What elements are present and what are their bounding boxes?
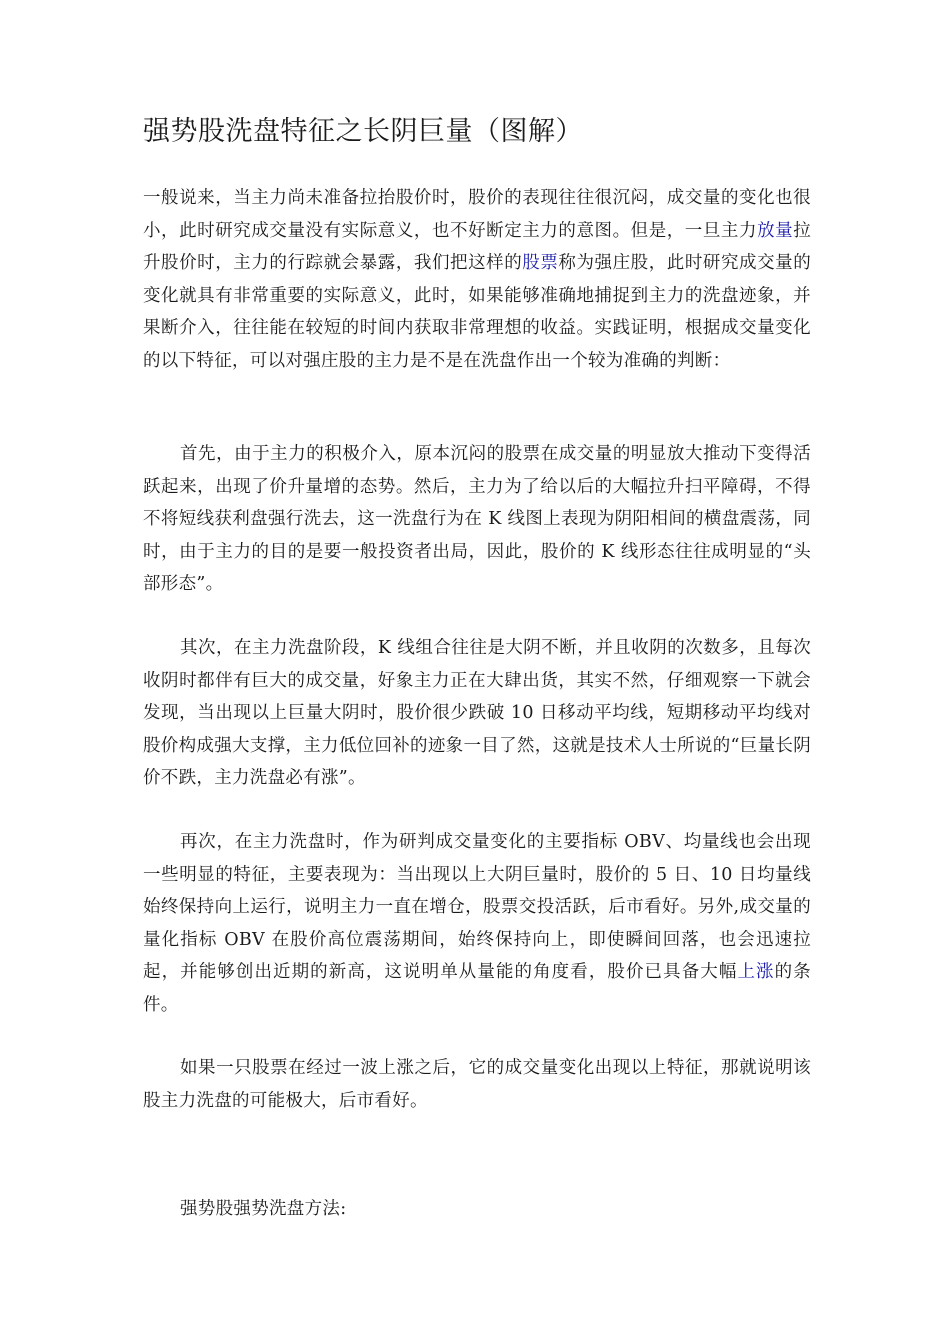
paragraph-third-text-1: 再次，在主力洗盘时，作为研判成交量变化的主要指标 OBV、均量线也会出现一些明显的特征，主要表现为：当出现以上大阴巨量时，股价的 5 日、10 日均量线始终保持向上运行，说明主力一直在增仓，股票交投活跃，后市看好。另外,成交量的量化指标 OBV 在股价高位震荡期间，始终保持向上，即使瞬间回落，也会迅速拉起，并能够创出近期的新高，这说明单从量能的角度看，股价已具备大幅 xyxy=(143,832,811,982)
paragraph-conclusion: 如果一只股票在经过一波上涨之后，它的成交量变化出现以上特征，那就说明该股主力洗盘的可能极大，后市看好。 xyxy=(143,1058,811,1111)
paragraph-intro-text-1: 一般说来，当主力尚未准备拉抬股价时，股价的表现往往很沉闷，成交量的变化也很小，此时研究成交量没有实际意义，也不好断定主力的意图。但是，一旦主力 xyxy=(143,188,811,241)
paragraph-second: 其次，在主力洗盘阶段，K 线组合往往是大阴不断，并且收阴的次数多，且每次收阴时都伴有巨大的成交量，好象主力正在大肆出货，其实不然，仔细观察一下就会发现，当出现以上巨量大阴时，股价很少跌破 10 日移动平均线，短期移动平均线对股价构成强大支撑，主力低位回补的迹象一目了然，这就是技术人士所说的“巨量长阴价不跌，主力洗盘必有涨”。 xyxy=(143,638,811,788)
paragraph-third xyxy=(143,826,811,1021)
paragraph-third-text-2: 的条件。 xyxy=(143,962,811,1015)
paragraph-intro-text-2: 拉升股价时，主力的行踪就会暴露，我们把这样的 xyxy=(143,220,811,273)
section-heading-method: 强势股强势洗盘方法: xyxy=(180,1199,347,1219)
page-title: 强势股洗盘特征之长阴巨量（图解） xyxy=(143,116,583,147)
link-shangzhang[interactable]: 上涨 xyxy=(737,962,775,982)
paragraph-intro xyxy=(143,182,811,377)
paragraph-intro-text-3: 称为强庄股，此时研究成交量的变化就具有非常重要的实际意义，此时，如果能够准确地捕捉到主力的洗盘迹象，并果断介入，往往能在较短的时间内获取非常理想的收益。实践证明，根据成交量变化的以下特征，可以对强庄股的主力是不是在洗盘作出一个较为准确的判断： xyxy=(143,253,811,371)
link-fangliang[interactable]: 放量 xyxy=(757,220,794,241)
paragraph-first: 首先，由于主力的积极介入，原本沉闷的股票在成交量的明显放大推动下变得活跃起来，出现了价升量增的态势。然后，主力为了给以后的大幅拉升扫平障碍，不得不将短线获利盘强行洗去，这一洗盘行为在 K 线图上表现为阴阳相间的横盘震荡，同时，由于主力的目的是要一般投资者出局，因此，股价的 K 线形态往往成明显的“头部形态”。 xyxy=(143,444,811,594)
link-gupiao[interactable]: 股票 xyxy=(522,253,559,273)
